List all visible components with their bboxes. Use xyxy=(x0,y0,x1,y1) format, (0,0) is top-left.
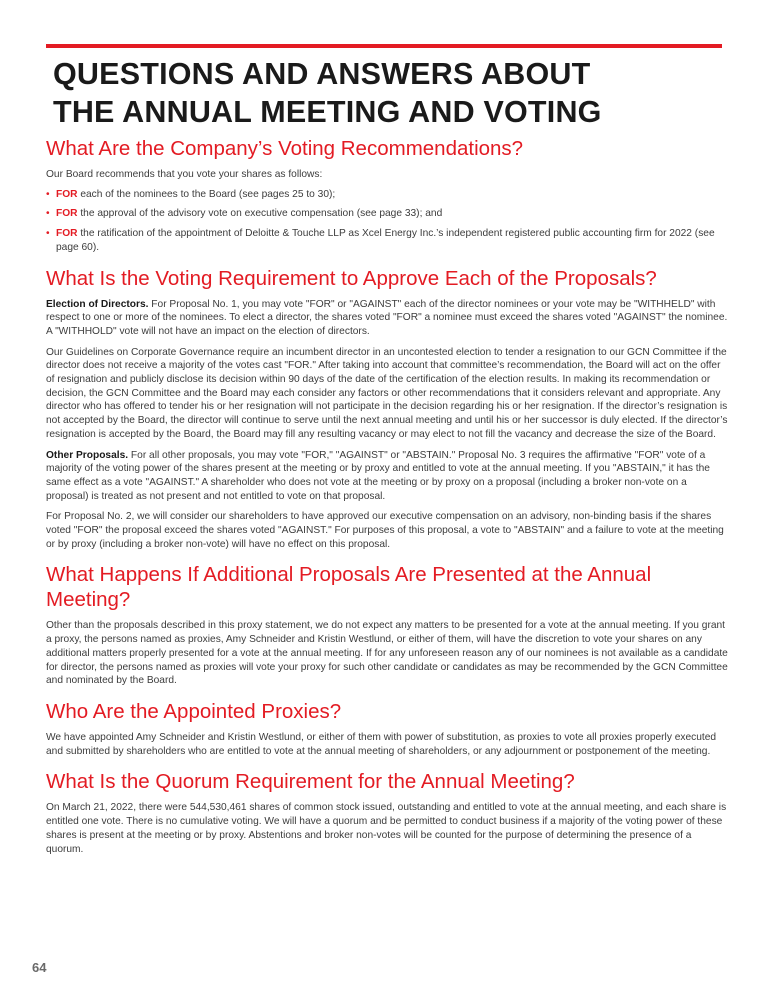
section-additional-proposals xyxy=(46,562,728,688)
recommendation-item xyxy=(46,188,728,202)
section-recommendations xyxy=(46,136,728,255)
election-of-directors-paragraph xyxy=(46,298,728,339)
recommendation-text: the ratification of the appointment of Deloitte & Touche LLP as Xcel Energy Inc.’s independent registered public accounting firm for 2022 (see page 60). xyxy=(56,228,715,253)
section-voting-requirement xyxy=(46,266,728,552)
recommendation-keyword: FOR xyxy=(56,188,78,200)
recommendation-text: each of the nominees to the Board (see pages 25 to 30); xyxy=(77,188,336,200)
bullet-icon: • xyxy=(46,188,50,200)
paragraph-text: For all other proposals, you may vote "FOR," "AGAINST" or "ABSTAIN." Proposal No. 3 requires the affirmative "FOR" vote of a majority of the voting power of the shares present at the meeting or by proxy and entitled to vote at the annual meeting. If you "ABSTAIN," it has the same effect as a vote "AGAINST." A shareholder who does not vote at the meeting or by proxy on a proposal (including a broker non-vote on a proposal) is treated as not present and not entitled to vote on that proposal. xyxy=(46,449,710,502)
paragraph-lead: Election of Directors. xyxy=(46,298,149,310)
recommendations-intro: Our Board recommends that you vote your shares as follows: xyxy=(46,169,323,180)
page-number: 64 xyxy=(32,960,47,975)
page-title-line-1: QUESTIONS AND ANSWERS ABOUT xyxy=(53,57,591,91)
section-heading: What Are the Company’s Voting Recommendations? xyxy=(46,137,524,160)
section-appointed-proxies xyxy=(46,699,728,758)
recommendations-list xyxy=(46,188,728,255)
quorum-paragraph: On March 21, 2022, there were 544,530,461 shares of common stock issued, outstanding and entitled to vote at the annual meeting, and each share is entitled one vote. There is no cumulative voting. We will have a quorum and be permitted to conduct business if a majority of the voting power of these shares is present at the meeting or by proxy. Abstentions and broker non-votes will be counted for the purpose of determining the presence of a quorum. xyxy=(46,802,727,855)
recommendation-text: the approval of the advisory vote on executive compensation (see page 33); and xyxy=(77,208,443,220)
recommendation-keyword: FOR xyxy=(56,228,78,240)
recommendation-keyword: FOR xyxy=(56,208,78,220)
paragraph-text: For Proposal No. 1, you may vote "FOR" or "AGAINST" each of the director nominees or your vote may be "WITHHELD" with respect to one or more of the nominees. To elect a director, the shares voted "FOR" a nominee must exceed the shares voted "AGAINST" the nominee. A "WITHHOLD" vote will not have an impact on the election of directors. xyxy=(46,298,728,337)
proposal-2-paragraph: For Proposal No. 2, we will consider our shareholders to have approved our executive compensation on an advisory, non-binding basis if the shares voted "FOR" the proposal exceed the shares voted "AGAINST." For purposes of this proposal, a vote to "ABSTAIN" and a failure to vote at the meeting or by proxy (including a broker non-vote) will have no effect on this proposal. xyxy=(46,511,724,550)
other-proposals-paragraph xyxy=(46,449,728,504)
section-quorum xyxy=(46,769,728,856)
section-heading: What Is the Voting Requirement to Approve Each of the Proposals? xyxy=(46,266,657,290)
header-rule xyxy=(46,44,722,48)
page-content xyxy=(46,136,728,856)
appointed-proxies-paragraph: We have appointed Amy Schneider and Kristin Westlund, or either of them with power of substitution, as proxies to vote all proxies properly executed and submitted by shareholders who are entitled to vote at the annual meeting of shareholders, or any adjournment or postponement of the meeting. xyxy=(46,731,717,757)
paragraph-lead: Other Proposals. xyxy=(46,449,129,461)
section-heading: What Is the Quorum Requirement for the Annual Meeting? xyxy=(46,770,575,794)
additional-proposals-paragraph: Other than the proposals described in this proxy statement, we do not expect any matters to be presented for a vote at the annual meeting. If you grant a proxy, the persons named as proxies, Amy Schneider and Kristin Westlund, or either of them, will have the discretion to vote your shares on any additional matters properly presented for a vote at the annual meeting. If for any unforeseen reason any of our nominees is not available as a candidate for director, the persons named as proxies will vote your proxy for such other candidate or candidates as may be recommended by the GCN Committee and nominated by the Board. xyxy=(46,620,728,687)
page-title-line-2: THE ANNUAL MEETING AND VOTING xyxy=(53,95,602,129)
recommendation-item xyxy=(46,207,728,221)
bullet-icon: • xyxy=(46,208,50,220)
section-heading: Who Are the Appointed Proxies? xyxy=(46,699,342,723)
guidelines-paragraph: Our Guidelines on Corporate Governance require an incumbent director in an uncontested election to tender a resignation to our GCN Committee if the director does not receive a majority of the votes cast "FOR." After taking into account that committee’s recommendation, the Board will act on the offer of resignation and publicly disclose its decision within 90 days of the date of the certification of the election results. In making its recommendation or decision, the GCN Committee and the Board may each consider any factors or other recommendations that it considers relevant and appropriate. Any director who has offered to tender his or her resignation will not participate in the decision regarding his or her resignation. If the director’s resignation is not accepted by the Board, the director will continue to serve until the next annual meeting and until his or her successor is duly elected. If the director’s resignation is accepted by the Board, the Board may fill any resulting vacancy or may elect to not fill the vacancy and decrease the size of the Board. xyxy=(46,346,728,440)
recommendation-item xyxy=(46,227,728,254)
page-title xyxy=(53,55,602,131)
bullet-icon: • xyxy=(46,228,50,240)
section-heading: What Happens If Additional Proposals Are Presented at the Annual Meeting? xyxy=(46,563,652,612)
